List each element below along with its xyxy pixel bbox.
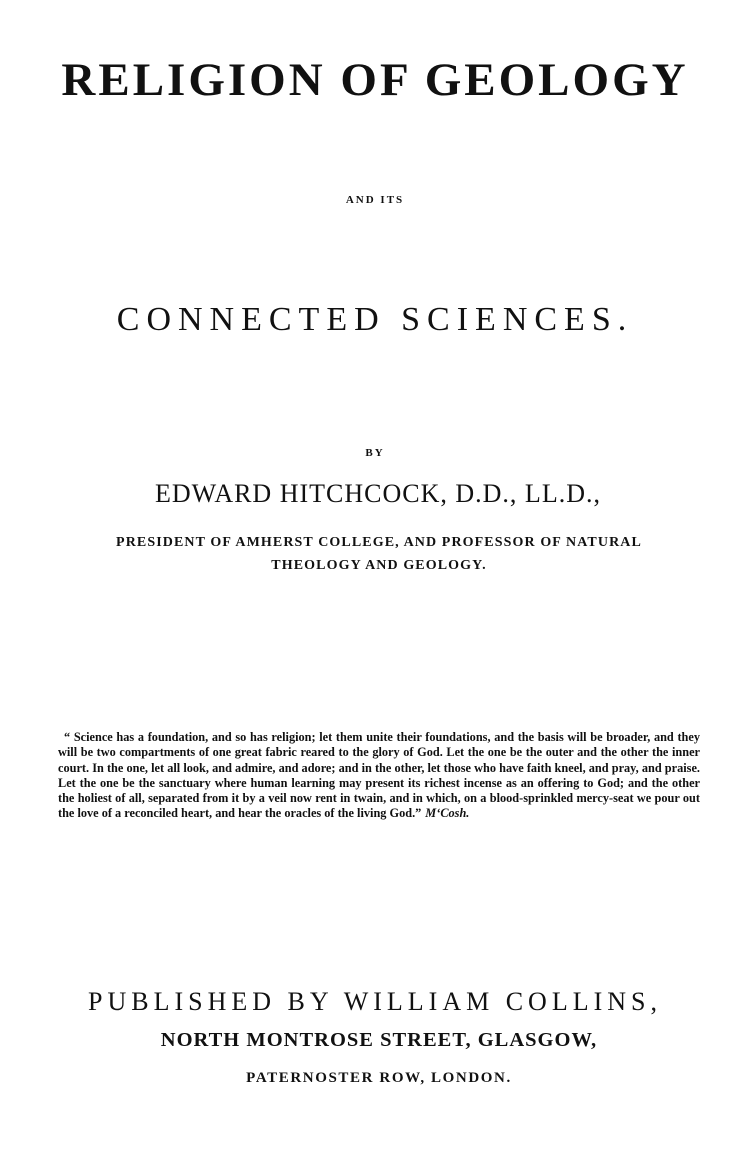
book-subtitle: CONNECTED SCIENCES. (116, 301, 634, 338)
epigraph (58, 730, 700, 822)
title-connector: AND ITS (345, 194, 405, 206)
by-line: BY (365, 447, 385, 459)
publisher-line: PUBLISHED BY WILLIAM COLLINS, (88, 987, 662, 1016)
epigraph-attribution: M‘Cosh. (425, 806, 470, 821)
book-title: RELIGION OF GEOLOGY (61, 54, 689, 106)
london-address: PATERNOSTER ROW, LONDON. (246, 1070, 512, 1086)
author-name: EDWARD HITCHCOCK, D.D., LL.D., (155, 479, 601, 508)
epigraph-quote: “ Science has a foundation, and so has religion; let them unite their foundations, and the basis will be broader, and they will be two compartments of one great fabric reared to the glory of God. Let the one be the outer and the other the inner court. In the one, let all look, and admire, and adore; and in the other, let those who have faith kneel, and pray, and praise. Let the one be the sanctuary where human learning may present its richest incense as an offering to God; and the other the holiest of all, separated from it by a veil now rent in twain, and in which, on a blood-sprinkled mercy-seat we pour out the love of a reconciled heart, and hear the oracles of the living God.” (58, 730, 700, 821)
publisher-address: NORTH MONTROSE STREET, GLASGOW, (160, 1029, 598, 1051)
author-position: PRESIDENT OF AMHERST COLLEGE, AND PROFESSOR OF NATURAL THEOLOGY AND GEOLOGY. (116, 535, 642, 573)
